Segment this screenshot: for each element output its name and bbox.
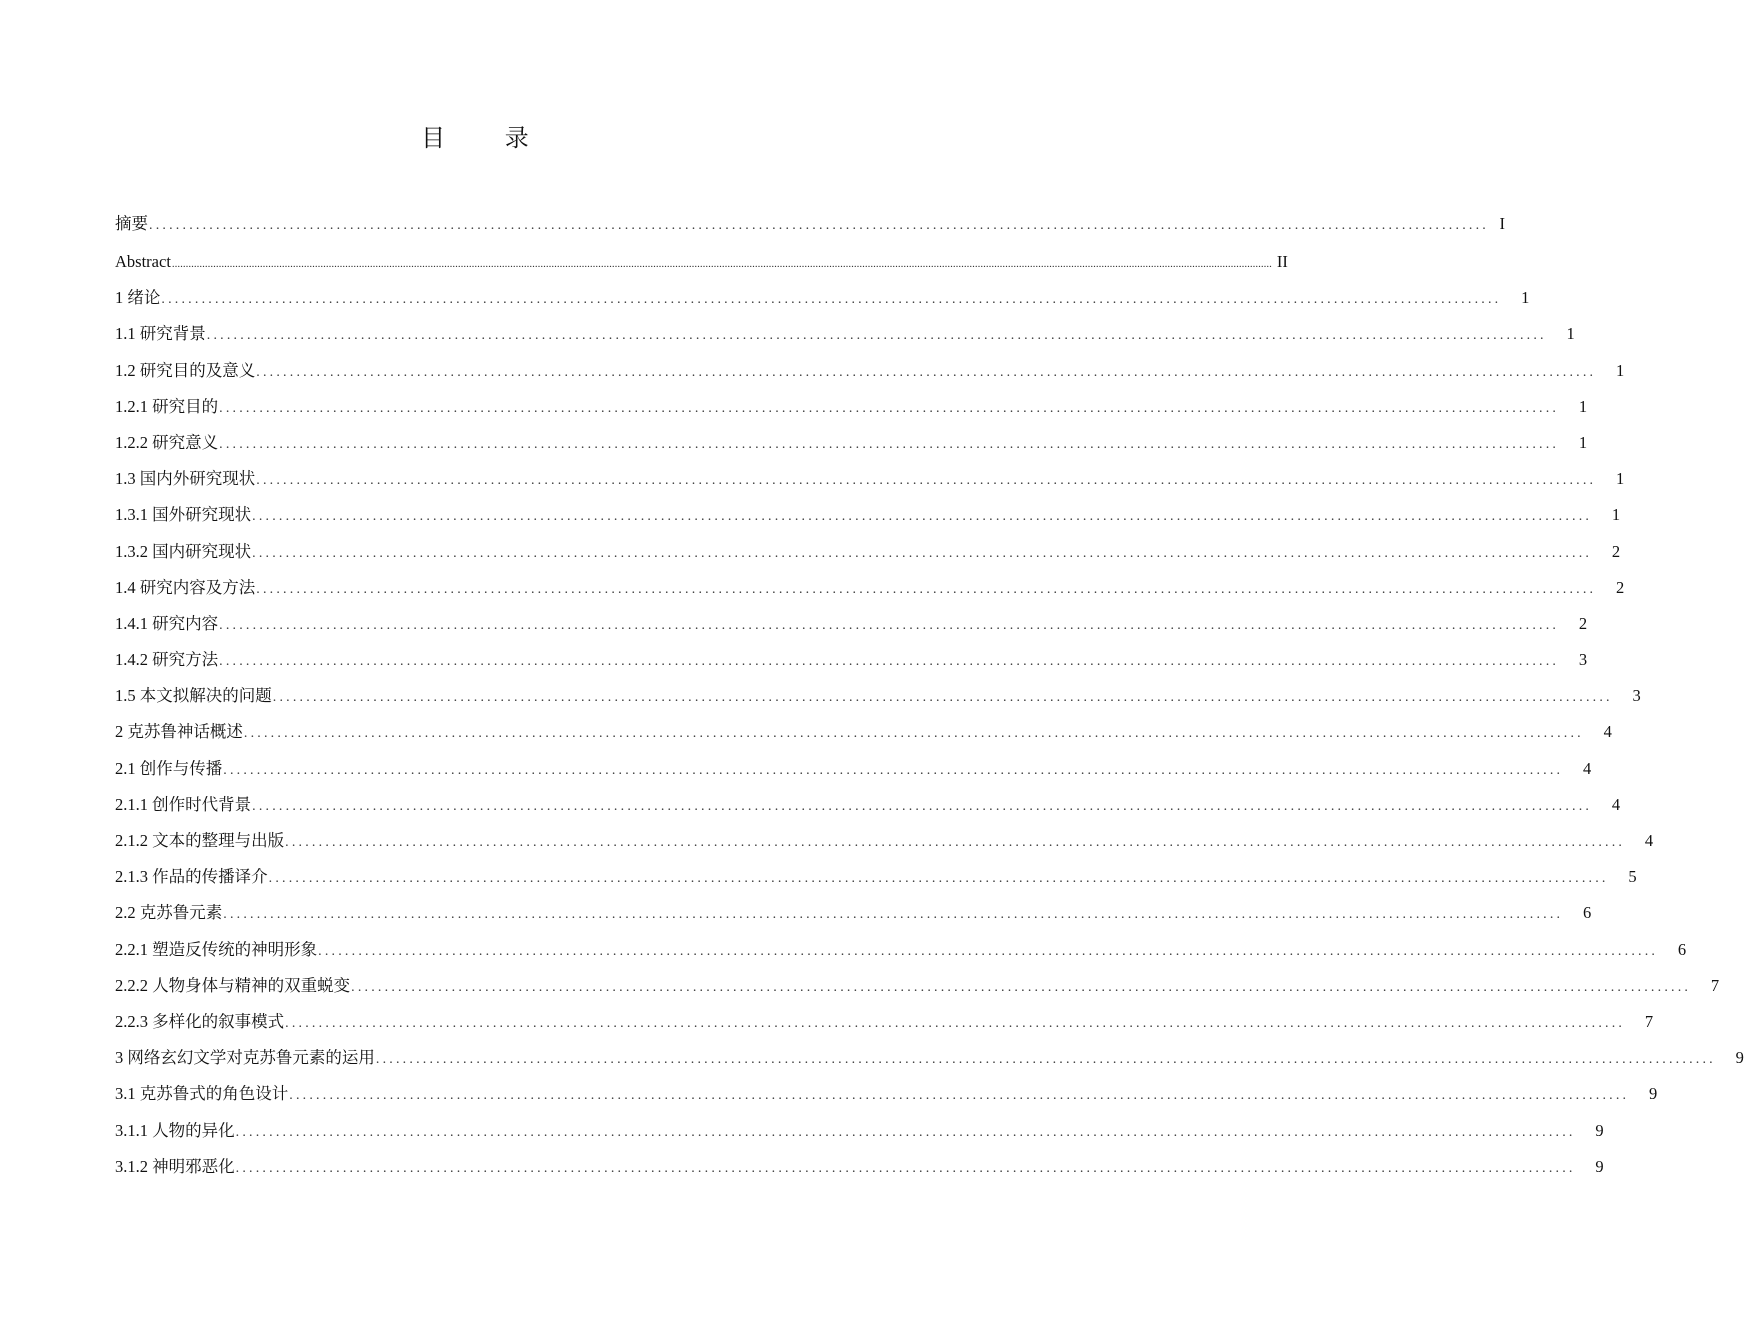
toc-entry-label: 3.1.1 人物的异化 [115, 1120, 235, 1140]
toc-entry-label: 1.3.1 国外研究现状 [115, 505, 252, 525]
toc-entry-page-number: I [1499, 214, 1505, 233]
table-of-contents [115, 206, 1744, 1185]
toc-dot-leader: ........................................................................................................................................................................................................ [219, 654, 1560, 670]
toc-entry-page-number: 3 [1578, 650, 1588, 670]
toc-entry-label: 2.2.2 人物身体与精神的双重蜕变 [115, 975, 351, 995]
toc-dot-leader: ........................................................................................................................................................................................................ [149, 218, 1489, 233]
toc-entry-label: 1.2 研究目的及意义 [115, 360, 256, 380]
toc-entry-label: 2.1.1 创作时代背景 [115, 794, 252, 814]
toc-entry-page-number: 4 [1644, 831, 1654, 850]
toc-entry[interactable] [115, 895, 1592, 931]
toc-dot-leader: ........................................................................................................................................................................................................ [256, 473, 1597, 489]
toc-dot-leader: ........................................................................................................................................................................................................ [235, 1160, 1576, 1176]
toc-entry-label: 1.4 研究内容及方法 [115, 577, 256, 597]
toc-dot-leader: ........................................................................................................................................................................................................ [235, 1124, 1576, 1140]
toc-dot-leader: ........................................................................................................................................................................................................ [256, 364, 1597, 380]
toc-entry[interactable] [115, 823, 1654, 859]
toc-entry[interactable] [115, 1113, 1604, 1149]
toc-entry-label: 2.2.1 塑造反传统的神明形象 [115, 939, 318, 959]
toc-entry-page-number: 2 [1578, 613, 1588, 633]
toc-dot-leader: ........................................................................................................................................................................................................ [219, 436, 1560, 452]
toc-entry-label: 3.1.2 神明邪恶化 [115, 1156, 235, 1176]
toc-entry[interactable] [115, 244, 1288, 280]
toc-dot-leader: ........................................................................................................................................................................................................ [351, 979, 1692, 995]
toc-entry-label: 1.3.2 国内研究现状 [115, 541, 252, 561]
toc-entry-label: 2.1 创作与传播 [115, 758, 223, 778]
toc-entry-page-number: 9 [1735, 1048, 1744, 1068]
toc-entry-page-number: 1 [1578, 432, 1588, 452]
toc-entry-page-number: 2 [1616, 577, 1625, 597]
toc-entry[interactable] [115, 570, 1625, 606]
toc-entry-page-number: 1 [1616, 360, 1625, 380]
toc-entry-page-number: 1 [1616, 469, 1625, 489]
toc-entry-label: 1.1 研究背景 [115, 324, 206, 344]
toc-dot-leader: ........................................................................................................................................................................................................ [223, 762, 1564, 778]
toc-dot-leader: ........................................................................................................................................................................................................ [268, 871, 1609, 887]
toc-dot-leader: ........................................................................................................................................................................................................ [206, 328, 1547, 344]
toc-dot-leader: ........................................................................................................................................................................................................ [272, 690, 1613, 706]
toc-dot-leader: ........................................................................................................................................................................................................ [252, 798, 1593, 814]
toc-dot-leader: ........................................................................................................................................................................................................ [219, 400, 1560, 416]
toc-entry-label: 2.1.2 文本的整理与出版 [115, 831, 285, 850]
toc-entry[interactable] [115, 425, 1588, 461]
toc-entry-page-number: 1 [1578, 396, 1588, 416]
toc-entry[interactable] [115, 316, 1575, 352]
toc-entry[interactable] [115, 932, 1687, 968]
toc-entry-page-number: 6 [1677, 939, 1687, 959]
toc-entry-page-number: 9 [1649, 1084, 1658, 1104]
toc-dot-leader: ........................................................................................................................................................................................................ [243, 726, 1584, 742]
toc-entry-label: 2.2 克苏鲁元素 [115, 903, 223, 923]
toc-entry-page-number: 4 [1603, 722, 1612, 742]
toc-entry[interactable] [115, 787, 1621, 823]
toc-entry[interactable] [115, 751, 1592, 787]
toc-entry-label: 1.2.1 研究目的 [115, 396, 219, 416]
toc-dot-leader: ........................................................................................................................................................................................................ [223, 907, 1564, 923]
toc-entry[interactable] [115, 859, 1637, 895]
toc-dot-leader: ........................................................................................................................................................................................................ [256, 581, 1597, 597]
toc-entry-page-number: II [1276, 252, 1288, 271]
toc-entry-label: 3 网络玄幻文学对克苏鲁元素的运用 [115, 1048, 375, 1068]
toc-dot-leader: ........................................................................................................................................................................................................ [289, 1088, 1630, 1104]
toc-entry-label: 3.1 克苏鲁式的角色设计 [115, 1084, 289, 1104]
toc-dot-leader: ........................................................................................................................................................................................................ [285, 1015, 1626, 1031]
toc-dot-leader: ........................................................................................................................................................................................................ [252, 545, 1593, 561]
toc-dot-leader: ........................................................................................................................................................................................................ [285, 835, 1626, 850]
toc-entry-page-number: 1 [1566, 324, 1575, 344]
toc-entry-page-number: 4 [1611, 794, 1621, 814]
toc-entry-label: Abstract [115, 252, 171, 271]
toc-entry[interactable] [115, 497, 1621, 533]
toc-entry-page-number: 1 [1521, 288, 1530, 308]
toc-entry-label: 1.3 国内外研究现状 [115, 469, 256, 489]
toc-entry[interactable] [115, 1149, 1604, 1185]
toc-dot-leader: ........................................................................................................................................................................................................ [252, 509, 1593, 525]
toc-entry[interactable] [115, 968, 1720, 1004]
page-title: 目 录 [421, 124, 555, 152]
toc-entry[interactable] [115, 534, 1621, 570]
toc-entry-label: 1.5 本文拟解决的问题 [115, 686, 272, 706]
toc-entry-label: 1.4.2 研究方法 [115, 650, 219, 670]
toc-entry-page-number: 4 [1583, 758, 1592, 778]
toc-entry-label: 1.4.1 研究内容 [115, 613, 219, 633]
toc-dot-leader: ........................................................................................................................................................................................................ [219, 617, 1560, 633]
toc-dot-leader: ........................................................................................................................................................................................................ [318, 943, 1659, 959]
toc-entry-page-number: 1 [1611, 505, 1621, 525]
toc-entry-page-number: 7 [1710, 975, 1720, 995]
toc-entry[interactable] [115, 461, 1625, 497]
toc-entry[interactable] [115, 678, 1641, 714]
toc-entry-page-number: 7 [1644, 1011, 1654, 1031]
toc-entry[interactable] [115, 642, 1588, 678]
toc-dot-leader: ................................................................................................................................................................................................................................................................................................................................................................................................................ [171, 258, 1272, 270]
toc-entry-label: 2 克苏鲁神话概述 [115, 722, 243, 742]
toc-entry-label: 1.2.2 研究意义 [115, 432, 219, 452]
toc-entry-page-number: 9 [1595, 1156, 1604, 1176]
toc-entry-page-number: 5 [1628, 867, 1637, 887]
toc-dot-leader: ........................................................................................................................................................................................................ [161, 292, 1502, 308]
toc-entry[interactable] [115, 714, 1612, 750]
toc-entry-page-number: 3 [1632, 686, 1641, 706]
toc-entry[interactable] [115, 389, 1588, 425]
toc-entry-label: 1 绪论 [115, 288, 161, 308]
toc-entry-page-number: 6 [1583, 903, 1592, 923]
toc-entry-label: 2.2.3 多样化的叙事模式 [115, 1011, 285, 1031]
toc-entry[interactable] [115, 606, 1588, 642]
toc-entry[interactable] [115, 206, 1505, 244]
toc-entry-label: 2.1.3 作品的传播译介 [115, 867, 268, 887]
toc-entry[interactable] [115, 1004, 1654, 1040]
toc-entry-page-number: 2 [1611, 541, 1621, 561]
toc-entry-page-number: 9 [1595, 1120, 1604, 1140]
toc-dot-leader: ........................................................................................................................................................................................................ [375, 1052, 1716, 1068]
toc-entry[interactable] [115, 280, 1530, 316]
toc-entry[interactable] [115, 353, 1625, 389]
toc-entry[interactable] [115, 1040, 1744, 1076]
toc-entry[interactable] [115, 1076, 1658, 1112]
toc-entry-label: 摘要 [115, 214, 148, 233]
